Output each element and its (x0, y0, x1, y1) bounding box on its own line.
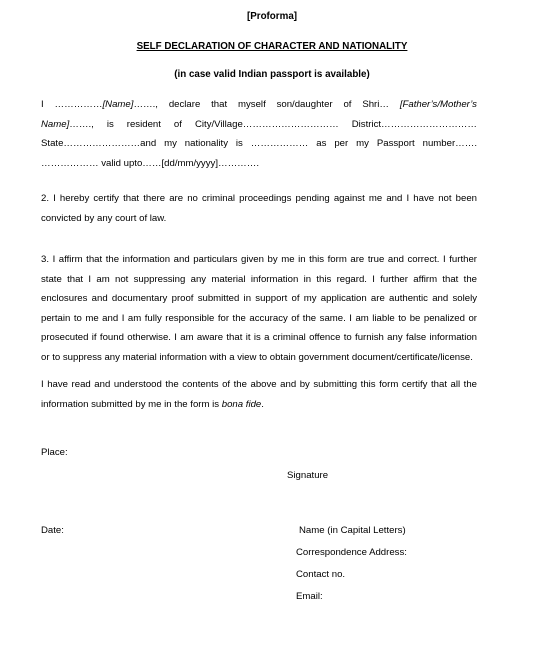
name-placeholder: [Name] (102, 99, 134, 110)
affirmation-line-3: enclosures and documentary proof submitted in support of my application are authentic and solely (41, 293, 477, 304)
affirmation-paragraph (41, 250, 477, 367)
proforma-label: [Proforma] (246, 11, 298, 22)
affirmation-line-1: 3. I affirm that the information and particulars given by me in this form are true and correct. I further (41, 254, 477, 265)
place-label: Place: (41, 447, 68, 458)
declaration-line-2: Name]……., is resident of City/Village………………………… District………………………… (41, 118, 477, 130)
correspondence-address-label: Correspondence Address: (296, 547, 407, 558)
understanding-line-2: information submitted by me in the form is bona fide. (41, 398, 264, 410)
declaration-line-4: ……………… valid upto……[dd/mm/yyyy]…………. (41, 157, 260, 169)
signature-label: Signature (287, 470, 329, 481)
document-title: SELF DECLARATION OF CHARACTER AND NATIONALITY (136, 41, 408, 52)
understanding-line-1: I have read and understood the contents of the above and by submitting this form certify that all the (41, 379, 477, 390)
email-label: Email: (296, 591, 323, 602)
criminal-proceedings-paragraph (41, 189, 477, 228)
declaration-line-1: I ……………[Name]……., declare that myself son/daughter of Shri… [Father’s/Mother’s (41, 99, 477, 110)
date-label: Date: (41, 525, 64, 536)
affirmation-line-6: or to suppress any material information with a view to obtain government document/certificate/license. (41, 351, 473, 363)
criminal-line-2: convicted by any court of law. (41, 212, 167, 224)
affirmation-line-4: pertain to me and I am fully responsible for the accuracy of the same. I am liable to be penalized or (41, 312, 477, 324)
declaration-paragraph (41, 95, 477, 173)
bona-fide-text: bona fide (221, 398, 262, 410)
affirmation-line-2: state that I am not suppressing any material information in this regard. I further affirm that the (41, 273, 477, 285)
document-subtitle: (in case valid Indian passport is available) (174, 69, 370, 80)
criminal-line-1: 2. I hereby certify that there are no criminal proceedings pending against me and I have not been (41, 193, 477, 204)
understanding-paragraph (41, 375, 477, 414)
declaration-line-3: State……………………and my nationality is ……………… as per my Passport number……. (41, 138, 477, 149)
contact-label: Contact no. (296, 569, 346, 580)
name-capital-label: Name (in Capital Letters) (299, 525, 406, 536)
parent-name-placeholder: [Father’s/Mother’s (399, 99, 477, 110)
affirmation-line-5: prosecuted if found otherwise. I am aware that it is a criminal offence to furnish any false information (41, 332, 477, 343)
